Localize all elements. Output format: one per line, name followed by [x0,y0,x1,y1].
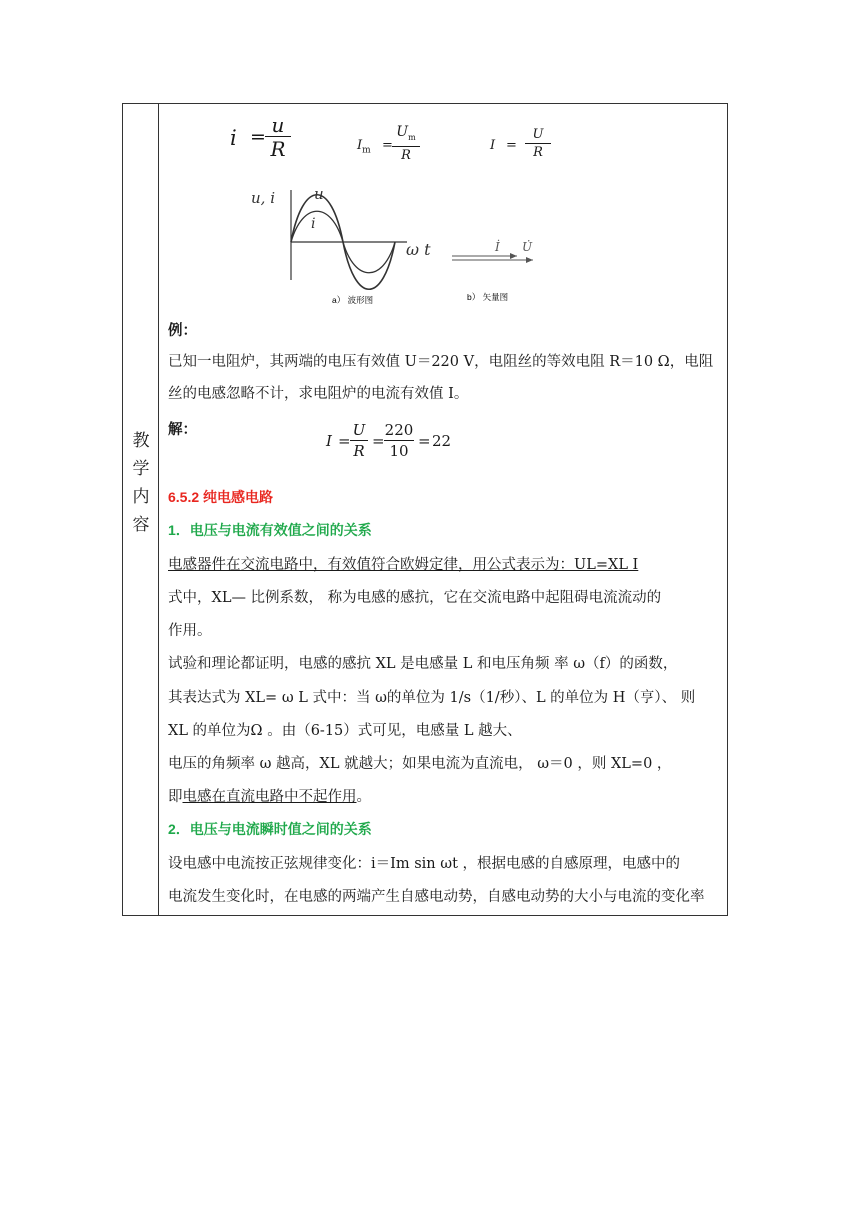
solution-fraction-1 [350,421,368,462]
solution-equals-2: = [372,432,385,450]
subsection-2-title: 2．电压与电流瞬时值之间的关系 [168,821,372,837]
formula3-equals: = [506,138,517,153]
time-axis-label: ω t [406,240,431,259]
paragraph-self-induction: 电流发生变化时，在电感的两端产生自感电动势，自感电动势的大小与电流的变化率 [168,889,705,905]
solution-numerator-2: 220 [384,421,414,439]
formula3-fraction [525,126,551,161]
caption-phasor: b） 矢量图 [467,292,509,302]
solution-equals-3: = [418,432,431,450]
paragraph-reactance-function: 试验和理论都证明，电感的感抗 XL 是电感量 L 和电压角频 率 ω（f）的函数， [168,656,678,672]
example-text-line2: 丝的电感忽略不计，求电阻炉的电流有效值 I。 [168,386,469,402]
solution-result: 22 [432,432,452,450]
paragraph-reactance-unit: XL 的单位为Ω 。由（6-15）式可见，电感量 L 越大、 [168,723,522,739]
curve-label-u: u [314,185,324,203]
formula2-equals: = [382,138,393,153]
formula2-lhs-symbol: I [357,138,363,153]
formula2-lhs [357,138,371,156]
subsection-1-title: 1．电压与电流有效值之间的关系 [168,522,372,538]
formula2-denominator: R [401,147,411,163]
formula3-lhs: I [490,138,496,153]
example-text-line1: 已知一电阻炉，其两端的电压有效值 U＝220 V，电阻丝的等效电阻 R＝10 Ω，电阻 [168,354,714,370]
side-label-char: 容 [132,515,150,535]
formula1-equals: = [250,126,266,148]
solution-lhs: I [326,432,332,450]
paragraph-reactance-definition: 式中，XL— 比例系数， 称为电感的感抗，它在交流电路中起阻碍电流流动的 [168,590,662,606]
solution-equals-1: = [338,432,351,450]
dc-conclusion-suffix: 。 [356,789,371,805]
dc-conclusion-prefix: 即 [168,789,183,805]
formula3-denominator: R [533,145,543,160]
formula2-numerator-subscript: m [408,132,416,142]
solution-denominator-2: 10 [389,442,409,460]
example-heading: 例： [168,322,197,339]
formula3-numerator: U [532,127,544,142]
solution-denominator-1: R [353,442,365,460]
formula2-lhs-subscript: m [362,145,371,156]
dc-conclusion-underlined: 电感在直流电路中不起作用 [182,789,357,805]
solution-fraction-2 [384,421,414,462]
phasor-label-u: U̇ [522,240,533,254]
table-label-column [123,104,159,915]
side-label [130,427,152,539]
phasor-current-arrowhead [510,253,517,259]
curve-label-i: i [311,216,316,232]
axis-label-ui: u, i [251,189,275,207]
side-label-char: 学 [132,459,150,479]
phasor-voltage-arrowhead [526,257,533,263]
paragraph-sinusoidal-current: 设电感中电流按正弦规律变化：i＝Im sin ωt ，根据电感的自感原理，电感中的 [168,856,681,872]
phasor-label-i: İ [495,240,500,254]
formula2-numerator [392,124,420,146]
caption-waveform: a） 波形图 [332,295,374,305]
table-content-cell [160,104,727,915]
waveform-figure [245,182,565,307]
side-label-char: 内 [132,487,150,507]
paragraph-frequency-effect: 电压的角频率 ω 越高，XL 就越大；如果电流为直流电， ω＝0 ，则 XL=0 ， [168,756,672,772]
formula2-numerator-symbol: U [396,124,409,140]
formula1-lhs: i [230,126,237,150]
side-label-char: 教 [132,431,150,451]
paragraph-dc-conclusion [168,785,371,806]
solution-numerator-1: U [352,421,366,439]
formula1-denominator: R [270,137,286,161]
paragraph-ohms-law: 电感器件在交流电路中，有效值符合欧姆定律，用公式表示为：UL=XL I [168,557,639,573]
formula1-numerator: u [271,113,285,137]
section-title: 6.5.2 纯电感电路 [168,489,274,505]
formula2-fraction [392,124,420,164]
lesson-table [122,103,728,916]
paragraph-reactance-expression: 其表达式为 XL= ω L 式中：当 ω的单位为 1/s（1/秒）、L 的单位为 H（亨）、 则 [168,690,696,706]
paragraph-reactance-definition-cont: 作用。 [168,623,212,639]
solution-heading: 解： [168,421,197,438]
formula1-fraction [265,114,291,161]
